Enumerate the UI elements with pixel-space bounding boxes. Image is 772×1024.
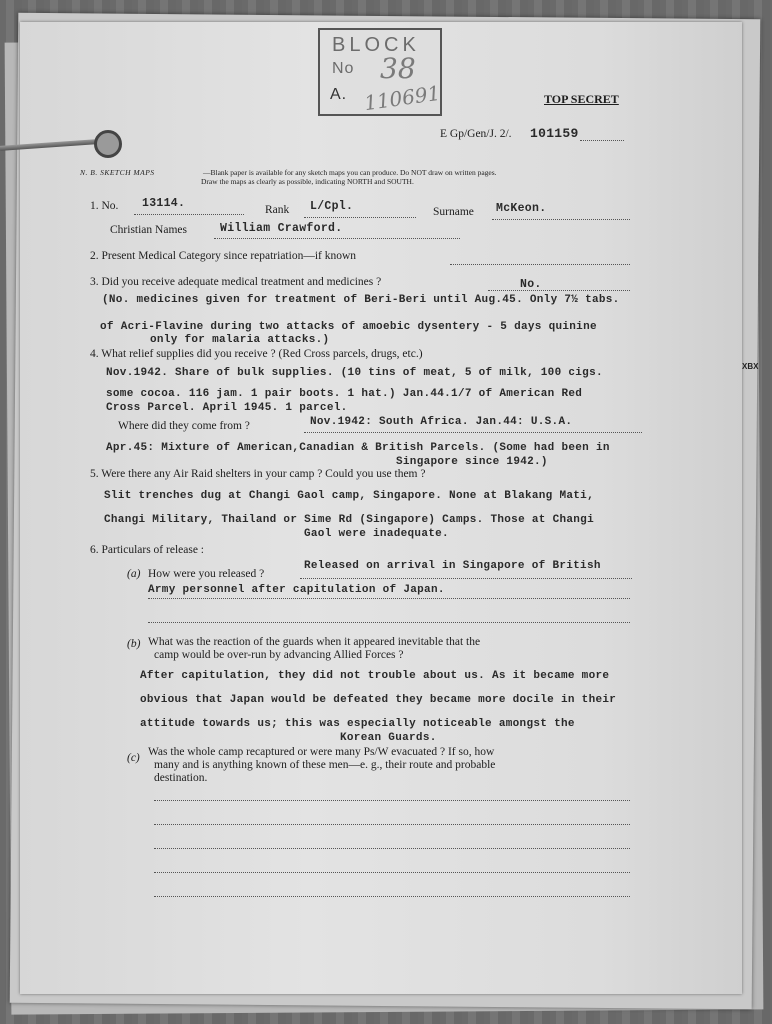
q1-rank-dots bbox=[304, 217, 416, 218]
reference-prefix: E Gp/Gen/J. 2/. bbox=[440, 128, 512, 140]
q4-where-label: Where did they come from ? bbox=[118, 420, 250, 432]
q4-line-1: Nov.1942. Share of bulk supplies. (10 tins of meat, 5 of milk, 100 cigs. bbox=[106, 367, 603, 379]
q3-line-1: (No. medicines given for treatment of Beri-Beri until Aug.45. Only 7½ tabs. bbox=[102, 294, 620, 306]
q1-rank-value: L/Cpl. bbox=[310, 200, 354, 213]
q5-line-2: Changi Military, Thailand or Sime Rd (Singapore) Camps. Those at Changi bbox=[104, 514, 594, 526]
q6b-line-3: attitude towards us; this was especially noticeable amongst the bbox=[140, 718, 575, 730]
q6a-line-1: Released on arrival in Singapore of British bbox=[304, 560, 601, 572]
classification-label: TOP SECRET bbox=[544, 92, 619, 106]
stamp-handwritten-number: 110691 bbox=[362, 80, 442, 116]
q2-label: 2. Present Medical Category since repatriation—if known bbox=[90, 250, 357, 262]
q6b-question-1: What was the reaction of the guards when it appeared inevitable that the bbox=[148, 636, 481, 648]
q1-christian-label: Christian Names bbox=[110, 224, 187, 236]
q1-christian-dots bbox=[214, 238, 460, 239]
q6c-dots-5 bbox=[154, 896, 630, 897]
reference-dots bbox=[580, 140, 624, 141]
q5-line-1: Slit trenches dug at Changi Gaol camp, Singapore. None at Blakang Mati, bbox=[104, 490, 594, 502]
q1-rank-label: Rank bbox=[265, 204, 290, 216]
q6c-dots-3 bbox=[154, 848, 630, 849]
q4-line-5: Singapore since 1942.) bbox=[396, 456, 548, 468]
sketch-maps-note-2: Draw the maps as clearly as possible, indicating NORTH and SOUTH. bbox=[201, 177, 414, 186]
q6b-line-4: Korean Guards. bbox=[340, 732, 437, 744]
q1-no-label: 1. No. bbox=[90, 200, 119, 212]
stamp-block-label: BLOCK bbox=[332, 34, 420, 56]
q6a-line-2: Army personnel after capitulation of Japan. bbox=[148, 584, 445, 596]
q5-label: 5. Were there any Air Raid shelters in your camp ? Could you use them ? bbox=[90, 468, 426, 480]
q1-surname-value: McKeon. bbox=[496, 202, 547, 215]
q6b-line-1: After capitulation, they did not trouble about us. As it became more bbox=[140, 670, 610, 682]
q3-label: 3. Did you receive adequate medical treatment and medicines ? bbox=[90, 276, 382, 288]
q3-line-3: only for malaria attacks.) bbox=[150, 334, 330, 346]
stamp-a-label: A. bbox=[330, 86, 348, 103]
binding-knot bbox=[94, 130, 122, 158]
reference-number: 101159 bbox=[530, 126, 579, 141]
stamp-no-value: 38 bbox=[380, 52, 416, 85]
q6b-label: (b) bbox=[127, 638, 141, 650]
q3-line-2: of Acri-Flavine during two attacks of amoebic dysentery - 5 days quinine bbox=[100, 321, 597, 333]
q6c-question-1: Was the whole camp recaptured or were many Ps/W evacuated ? If so, how bbox=[148, 746, 495, 758]
q6c-label: (c) bbox=[127, 752, 140, 764]
q6a-dots-2 bbox=[148, 598, 630, 599]
q1-christian-value: William Crawford. bbox=[220, 222, 343, 235]
q1-surname-dots bbox=[492, 219, 630, 220]
q1-no-value: 13114. bbox=[142, 197, 186, 210]
q4-line-2: some cocoa. 116 jam. 1 pair boots. 1 hat.) Jan.44.1/7 of American Red bbox=[106, 388, 583, 400]
q1-surname-label: Surname bbox=[433, 206, 474, 218]
q6c-dots-4 bbox=[154, 872, 630, 873]
side-tab-label: XBX bbox=[742, 362, 759, 371]
q6b-question-2: camp would be over-run by advancing Allied Forces ? bbox=[154, 649, 404, 661]
q6a-question: How were you released ? bbox=[148, 568, 265, 580]
sketch-maps-note-1: —Blank paper is available for any sketch maps you can produce. Do NOT draw on written pages. bbox=[203, 168, 497, 177]
q1-no-dots bbox=[134, 214, 244, 215]
q6-label: 6. Particulars of release : bbox=[90, 544, 204, 556]
q3-dots bbox=[488, 290, 630, 291]
block-stamp bbox=[318, 28, 442, 116]
q6c-question-2: many and is anything known of these men—e. g., their route and probable bbox=[154, 759, 496, 771]
q6c-question-3: destination. bbox=[154, 772, 208, 784]
sketch-maps-label: N. B. SKETCH MAPS bbox=[80, 168, 155, 177]
q4-line-4: Apr.45: Mixture of American,Canadian & British Parcels. (Some had been in bbox=[106, 442, 610, 454]
q6a-label: (a) bbox=[127, 568, 141, 580]
document-page bbox=[20, 22, 742, 994]
q3-answer: No. bbox=[520, 278, 542, 291]
stamp-no-label: No bbox=[332, 60, 355, 77]
q4-where-dots bbox=[304, 432, 642, 433]
q2-dots bbox=[450, 264, 630, 265]
q6b-line-2: obvious that Japan would be defeated they became more docile in their bbox=[140, 694, 617, 706]
q6a-dots-1 bbox=[300, 578, 632, 579]
q6a-dots-3 bbox=[148, 622, 630, 623]
q5-line-3: Gaol were inadequate. bbox=[304, 528, 449, 540]
q4-where-value: Nov.1942: South Africa. Jan.44: U.S.A. bbox=[310, 416, 573, 428]
q6c-dots-2 bbox=[154, 824, 630, 825]
q4-line-3: Cross Parcel. April 1945. 1 parcel. bbox=[106, 402, 348, 414]
q6c-dots-1 bbox=[154, 800, 630, 801]
q4-label: 4. What relief supplies did you receive ? (Red Cross parcels, drugs, etc.) bbox=[90, 348, 423, 360]
